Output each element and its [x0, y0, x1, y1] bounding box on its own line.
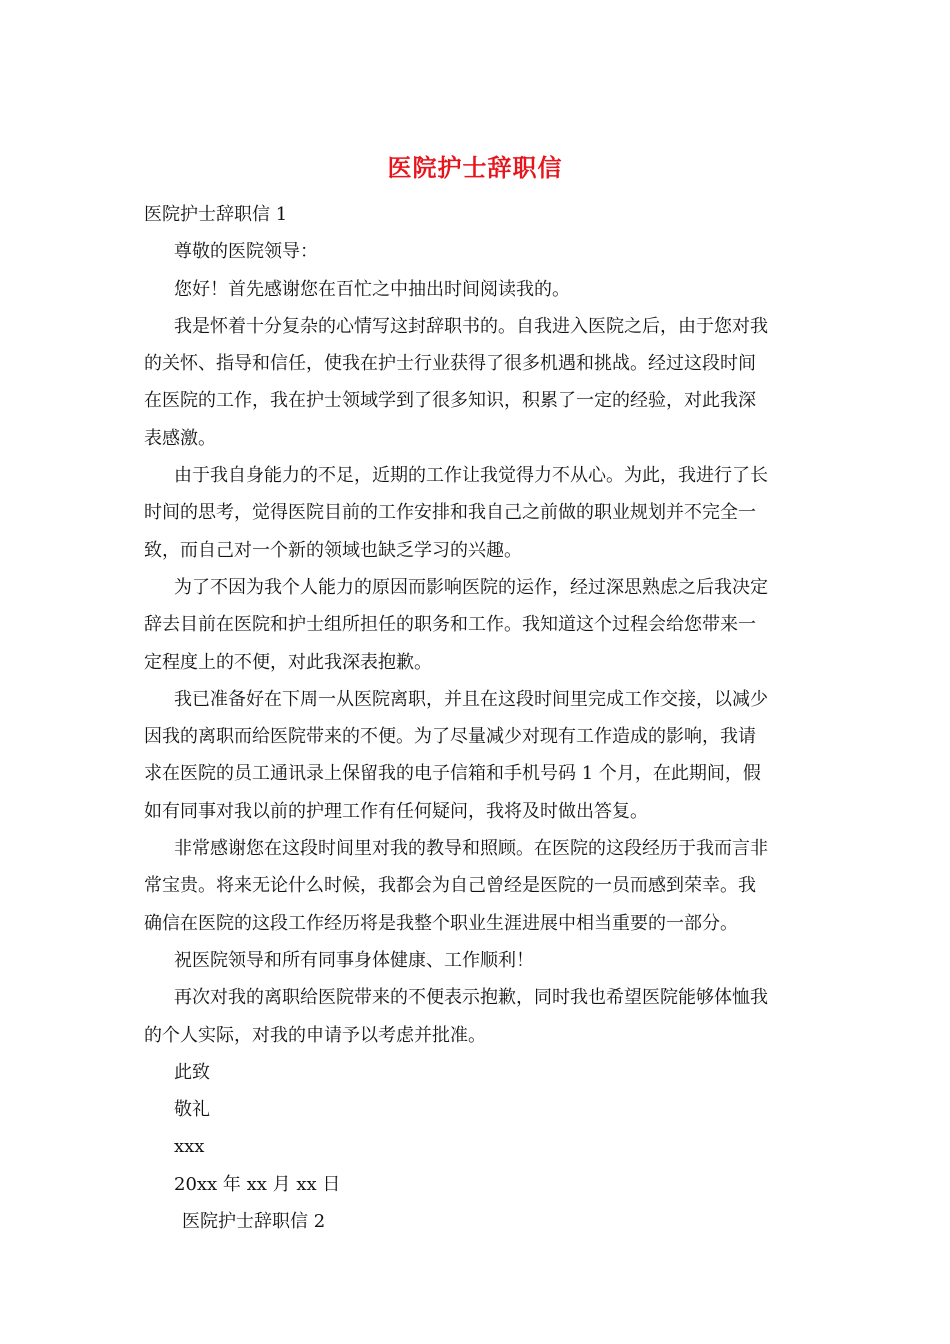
text-line: 20xx 年 xx 月 xx 日 [174, 1173, 341, 1195]
text-line: 的关怀、指导和信任，使我在护士行业获得了很多机遇和挑战。经过这段时间 [144, 353, 756, 375]
text-line: 求在医院的员工通讯录上保留我的电子信箱和手机号码 1 个月，在此期间，假 [144, 763, 761, 785]
text-line: 如有同事对我以前的护理工作有任何疑问，我将及时做出答复。 [144, 800, 648, 822]
text-line: 医院护士辞职信 1 [144, 204, 288, 225]
text-line: 再次对我的离职给医院带来的不便表示抱歉，同时我也希望医院能够体恤我 [174, 987, 768, 1009]
text-line: 的个人实际，对我的申请予以考虑并批准。 [144, 1024, 486, 1046]
text-line: 非常感谢您在这段时间里对我的教导和照顾。在医院的这段经历于我而言非 [174, 838, 768, 860]
text-line: 我是怀着十分复杂的心情写这封辞职书的。自我进入医院之后，由于您对我 [174, 315, 768, 337]
text-line: 医院护士辞职信 2 [182, 1211, 326, 1233]
text-line: 时间的思考，觉得医院目前的工作安排和我自己之前做的职业规划并不完全一 [144, 502, 756, 524]
text-line: 定程度上的不便，对此我深表抱歉。 [144, 651, 432, 673]
text-line: 辞去目前在医院和护士组所担任的职务和工作。我知道这个过程会给您带来一 [144, 614, 756, 636]
text-line: 敬礼 [174, 1099, 210, 1121]
text-line: 表感激。 [144, 427, 216, 449]
text-line: 为了不因为我个人能力的原因而影响医院的运作，经过深思熟虑之后我决定 [174, 576, 768, 598]
text-line: xxx [174, 1136, 205, 1158]
text-line: 常宝贵。将来无论什么时候，我都会为自己曾经是医院的一员而感到荣幸。我 [144, 875, 756, 897]
text-line: 致，而自己对一个新的领域也缺乏学习的兴趣。 [144, 539, 522, 561]
document-title: 医院护士辞职信 [387, 153, 563, 182]
text-line: 祝医院领导和所有同事身体健康、工作顺利！ [174, 949, 534, 971]
document-body [144, 196, 809, 1240]
text-line: 您好！首先感谢您在百忙之中抽出时间阅读我的。 [174, 278, 570, 300]
text-line: 此致 [174, 1061, 210, 1083]
text-line: 确信在医院的这段工作经历将是我整个职业生涯进展中相当重要的一部分。 [144, 912, 738, 934]
text-line: 由于我自身能力的不足，近期的工作让我觉得力不从心。为此，我进行了长 [174, 465, 768, 487]
text-line: 我已准备好在下周一从医院离职，并且在这段时间里完成工作交接，以减少 [174, 688, 768, 710]
text-line: 在医院的工作，我在护士领域学到了很多知识，积累了一定的经验，对此我深 [144, 390, 756, 412]
text-line: 尊敬的医院领导： [174, 241, 318, 263]
text-line: 因我的离职而给医院带来的不便。为了尽量减少对现有工作造成的影响，我请 [144, 726, 756, 748]
